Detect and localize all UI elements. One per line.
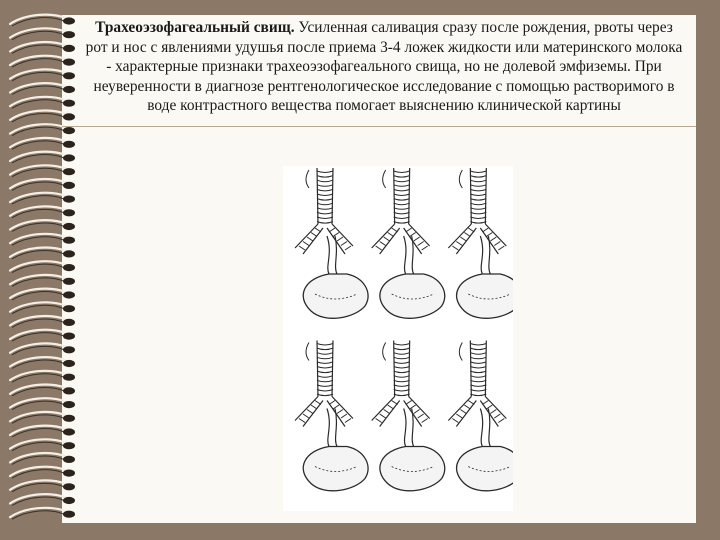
fistula-variants-illustration [283, 166, 513, 511]
binding-ring [10, 316, 75, 327]
binding-ring [10, 248, 75, 259]
slide-text [84, 18, 684, 116]
fistula-variant-panel [372, 168, 445, 318]
binding-ring [10, 357, 75, 368]
binding-ring [10, 385, 75, 396]
binding-ring [10, 234, 75, 245]
binding-ring [10, 220, 75, 231]
binding-ring [10, 152, 75, 163]
page-rule-line [62, 126, 696, 127]
binding-ring [10, 302, 75, 313]
binding-ring [10, 508, 75, 519]
binding-ring [10, 289, 75, 300]
binding-ring [10, 480, 75, 491]
fistula-variant-panel [448, 341, 513, 491]
binding-ring [10, 83, 75, 94]
fistula-variant-panel [448, 168, 513, 318]
slide-title: Трахеоэзофагеальный свищ. [95, 19, 295, 36]
binding-ring [10, 453, 75, 464]
binding-ring [10, 330, 75, 341]
binding-ring [10, 494, 75, 505]
spiral-binding [0, 0, 80, 540]
binding-ring [10, 343, 75, 354]
slide-body: Усиленная саливация сразу после рождения, рвоты через рот и нос с явлениями удушья после приема 3-4 ложек жидкости или материнского молока - характерные признаки трахеоэзофагеального свища, но не долевой эмфиземы. При неуверенности в диагнозе рентгенологическое исследование с помощью растворимого в воде контрастного вещества помогает выяснению клинической картины [85, 19, 683, 115]
fistula-variant-panel [295, 341, 368, 491]
binding-ring [10, 467, 75, 478]
binding-ring [10, 206, 75, 217]
binding-ring [10, 15, 75, 26]
binding-ring [10, 179, 75, 190]
fistula-variant-panel [372, 341, 445, 491]
binding-ring [10, 42, 75, 53]
binding-ring [10, 56, 75, 67]
binding-ring [10, 371, 75, 382]
binding-ring [10, 165, 75, 176]
binding-ring [10, 261, 75, 272]
binding-ring [10, 138, 75, 149]
binding-ring [10, 97, 75, 108]
binding-ring [10, 275, 75, 286]
fistula-variant-panel [295, 168, 368, 318]
binding-ring [10, 398, 75, 409]
binding-ring [10, 69, 75, 80]
binding-ring [10, 111, 75, 122]
binding-ring [10, 193, 75, 204]
binding-ring [10, 28, 75, 39]
binding-ring [10, 412, 75, 423]
binding-ring [10, 439, 75, 450]
fistula-drawing [283, 166, 513, 511]
binding-ring [10, 426, 75, 437]
